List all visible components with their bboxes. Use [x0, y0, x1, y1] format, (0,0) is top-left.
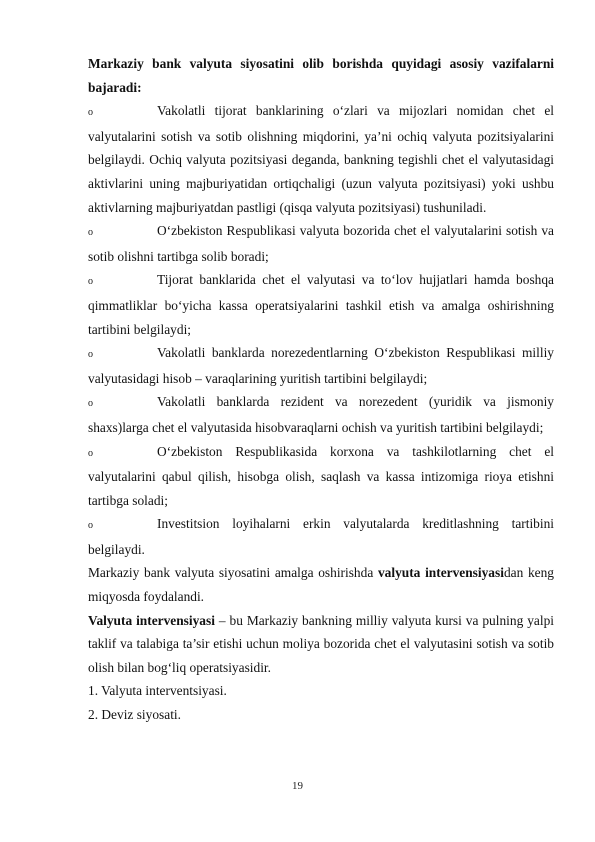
bullet-item: [88, 219, 554, 268]
intervention-text-after: dan keng miqyosda foydalandi.: [88, 565, 554, 605]
intervention-paragraph: [88, 561, 554, 608]
bullet-mark: o: [88, 276, 93, 288]
bullet-item: [88, 390, 554, 439]
list-item: 2. Deviz siyosati.: [88, 707, 181, 723]
bullet-item: [88, 341, 554, 390]
bullet-text: Vakolatli banklarda rezident va norezedent (yuridik va jismoniy shaxs)larga chet el valyutasida hisobvaraqlarni ochish va yuritish tartibini belgilaydi;: [88, 394, 554, 435]
bullet-text: Vakolatli banklarda norezedentlarning O‘zbekiston Respublikasi milliy valyutasidagi hisob – varaqlarining yuritish tartibini belgilaydi;: [88, 345, 554, 386]
bullet-text: Vakolatli tijorat banklarining o‘zlari va mijozlari nomidan chet el valyutalarini sotish va sotib olishning miqdorini, ya’ni ochiq valyuta pozitsiyalarini belgilaydi. Ochiq valyuta pozitsiyasi deganda, bankning tegishli chet el valyutasidagi aktivlarini uning majburiyatidan ortiqchaligi (uzun valyuta pozitsiyasi) yoki ushbu aktivlarning majburiyatdan pastligi (qisqa valyuta pozitsiyasi) tushuniladi.: [88, 103, 554, 215]
definition-text: – bu Markaziy bankning milliy valyuta kursi va pulning yalpi taklif va talabiga ta’sir etishi uchun moliya bozorida chet el valyutasini sotish va sotib olish bilan bog‘liq operatsiyasidir.: [88, 612, 554, 675]
intervention-term: valyuta intervensiyasi: [377, 565, 504, 581]
bullet-mark: o: [88, 227, 93, 239]
bullet-text: O‘zbekiston Respublikasida korxona va tashkilotlarning chet el valyutalarini qabul qilish, hisobga olish, saqlash va kassa intizomiga rioya etishni tartibga soladi;: [88, 443, 554, 508]
bullet-item: [88, 268, 554, 341]
bullet-text: Investitsion loyihalarni erkin valyutalarda kreditlashning tartibini belgilaydi.: [88, 516, 554, 557]
bullet-mark: o: [88, 520, 93, 532]
definition-paragraph: [88, 609, 554, 680]
bullet-mark: o: [88, 447, 93, 459]
bullet-mark: o: [88, 398, 93, 410]
bullet-list: [88, 99, 554, 561]
bullet-mark: o: [88, 107, 93, 119]
bullet-item: [88, 512, 554, 561]
definition-term: Valyuta intervensiyasi: [88, 612, 215, 628]
page-content: [88, 52, 554, 727]
bullet-mark: o: [88, 349, 93, 361]
list-item: 1. Valyuta interventsiyasi.: [88, 683, 227, 699]
page-number: 19: [292, 780, 303, 792]
bullet-text: Tijorat banklarida chet el valyutasi va to‘lov hujjatlari hamda boshqa qimmatliklar bo‘yicha kassa operatsiyalarini tashkil etish va amalga oshirishning tartibini belgilaydi;: [88, 272, 554, 337]
intervention-text-before: Markaziy bank valyuta siyosatini amalga oshirishda: [88, 565, 378, 581]
section-heading: Markaziy bank valyuta siyosatini olib borishda quyidagi asosiy vazifalarni bajaradi:: [88, 56, 554, 95]
bullet-text: O‘zbekiston Respublikasi valyuta bozorida chet el valyutalarini sotish va sotib olishni tartibga solib boradi;: [88, 223, 554, 264]
bullet-item: [88, 440, 554, 513]
bullet-item: [88, 99, 554, 219]
